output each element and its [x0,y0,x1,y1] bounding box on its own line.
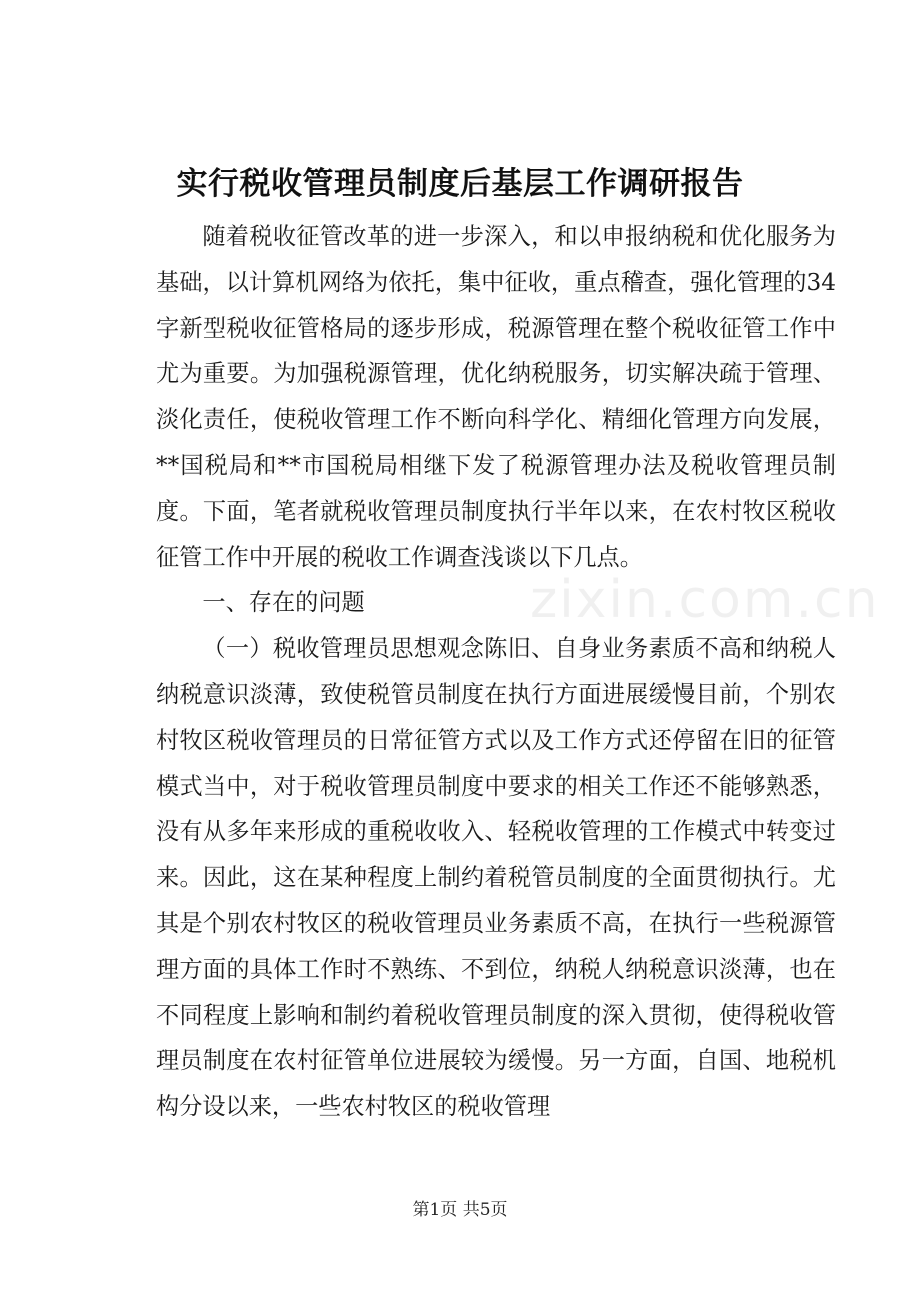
page-footer: 第1页 共5页 [412,1200,508,1220]
paragraph-intro: 随着税收征管改革的进一步深入，和以申报纳税和优化服务为基础，以计算机网络为依托，集中征收，重点稽查，强化管理的34字新型税收征管格局的逐步形成，税源管理在整个税收征管工作中尤为重要。为加强税源管理，优化纳税服务，切实解决疏于管理、淡化责任，使税收管理工作不断向科学化、精细化管理方向发展，**国税局和**市国税局相继下发了税源管理办法及税收管理员制度。下面，笔者就税收管理员制度执行半年以来，在农村牧区税收征管工作中开展的税收工作调查浅谈以下几点。 [156,223,836,571]
document-body [156,214,836,1130]
paragraph-problem-1: （一）税收管理员思想观念陈旧、自身业务素质不高和纳税人纳税意识淡薄，致使税管员制度在执行方面进展缓慢目前，个别农村牧区税收管理员的日常征管方式以及工作方式还停留在旧的征管模式当中，对于税收管理员制度中要求的相关工作还不能够熟悉，没有从多年来形成的重税收收入、轻税收管理的工作模式中转变过来。因此，这在某种程度上制约着税管员制度的全面贯彻执行。尤其是个别农村牧区的税收管理员业务素质不高，在执行一些税源管理方面的具体工作时不熟练、不到位，纳税人纳税意识淡薄，也在不同程度上影响和制约着税收管理员制度的深入贯彻，使得税收管理员制度在农村征管单位进展较为缓慢。另一方面，自国、地税机构分设以来，一些农村牧区的税收管理 [156,635,836,1121]
section-heading-problems: 一、存在的问题 [202,589,365,617]
document-title: 实行税收管理员制度后基层工作调研报告 [176,166,744,202]
watermark-text: zixin.com.cn [530,570,880,630]
